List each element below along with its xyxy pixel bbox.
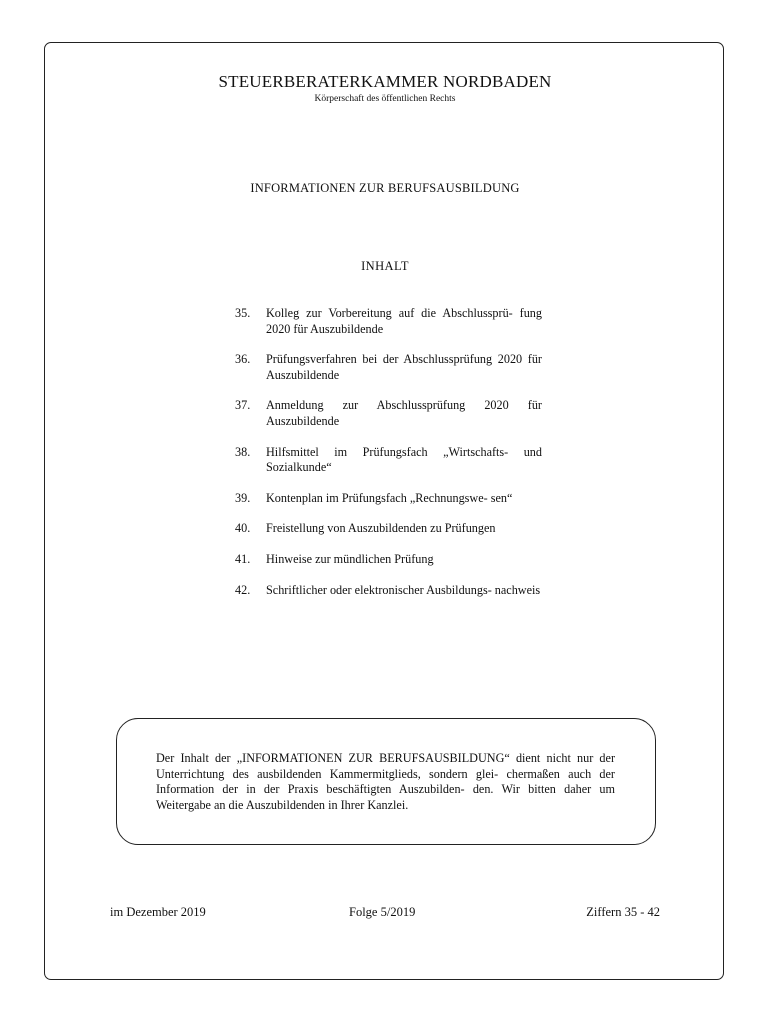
toc-item-text: Hilfsmittel im Prüfungsfach „Wirtschafts- und Sozialkunde“ xyxy=(266,444,542,475)
toc-item-number: 42. xyxy=(235,582,251,597)
footer-issue: Folge 5/2019 xyxy=(349,905,416,919)
footer-date: im Dezember 2019 xyxy=(110,905,206,919)
toc-item-text: Hinweise zur mündlichen Prüfung xyxy=(266,551,434,566)
toc-item-number: 41. xyxy=(235,551,251,566)
document-title: INFORMATIONEN ZUR BERUFSAUSBILDUNG xyxy=(250,181,520,195)
toc-item-number: 36. xyxy=(235,352,251,367)
toc-item-text: Prüfungsverfahren bei der Abschlussprüfung 2020 für Auszubildende xyxy=(266,352,542,382)
org-name: STEUERBERATERKAMMER NORDBADEN xyxy=(218,72,552,91)
toc-item-number: 40. xyxy=(235,521,251,536)
toc-item-number: 37. xyxy=(235,398,251,413)
table-of-contents xyxy=(235,306,542,598)
org-subtitle: Körperschaft des öffentlichen Rechts xyxy=(314,94,456,104)
toc-item-39 xyxy=(235,491,542,507)
toc-item-text: Kontenplan im Prüfungsfach „Rechnungswe- sen“ xyxy=(266,490,513,505)
toc-item-38 xyxy=(235,445,542,476)
toc-item-37 xyxy=(235,398,542,429)
toc-item-35 xyxy=(235,306,542,337)
footer-sections: Ziffern 35 - 42 xyxy=(586,905,660,919)
toc-item-41 xyxy=(235,552,542,568)
toc-item-text: Kolleg zur Vorbereitung auf die Abschlussprü- fung 2020 für Auszubildende xyxy=(266,306,542,336)
toc-item-number: 38. xyxy=(235,444,251,459)
toc-item-number: 39. xyxy=(235,490,251,505)
toc-item-36 xyxy=(235,352,542,383)
toc-item-text: Anmeldung zur Abschlussprüfung 2020 für Auszubildende xyxy=(266,398,542,428)
toc-item-number: 35. xyxy=(235,306,251,320)
note-text: Der Inhalt der „INFORMATIONEN ZUR BERUFSAUSBILDUNG“ dient nicht nur der Unterrichtung des ausbildenden Kammermitglieds, sondern glei- chermaßen auch der Information der in der Praxis beschäftigten Auszubilden- den. Wir bitten daher um Weitergabe an die Auszubildenden in Ihrer Kanzlei. xyxy=(156,751,615,812)
toc-item-text: Freistellung von Auszubildenden zu Prüfungen xyxy=(266,521,496,536)
contents-heading: INHALT xyxy=(361,259,409,273)
toc-item-40 xyxy=(235,521,542,537)
toc-item-text: Schriftlicher oder elektronischer Ausbildungs- nachweis xyxy=(266,582,541,597)
toc-item-42 xyxy=(235,583,542,599)
